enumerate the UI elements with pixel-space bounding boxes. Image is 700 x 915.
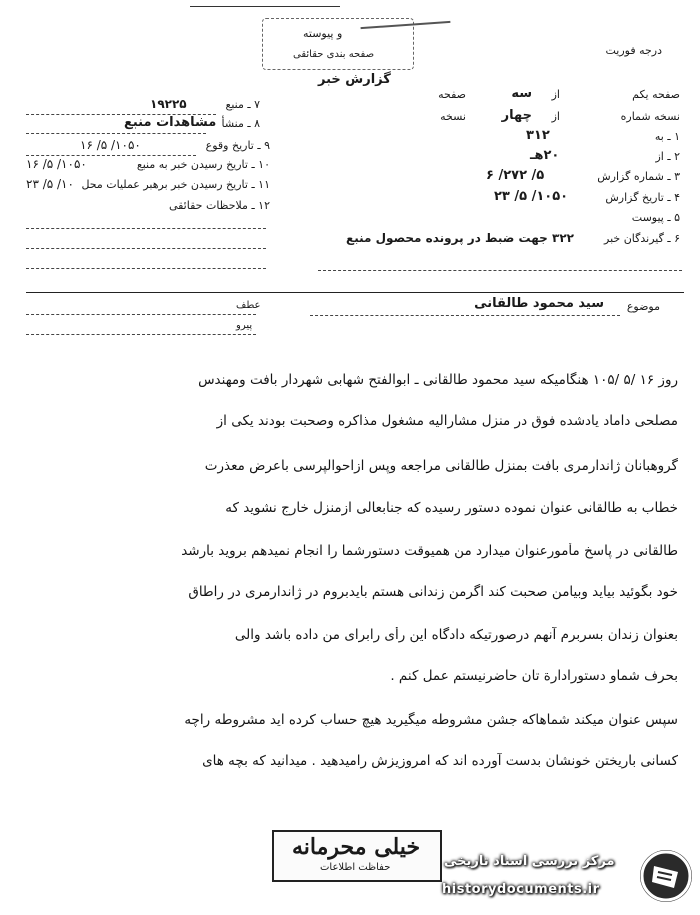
left-field-7-label: ۷ ـ منبع xyxy=(225,98,260,111)
priority-label: درجه فوریت xyxy=(605,44,662,57)
left-field-10-value: ۱۶ /۵ /۱۰۵۰ xyxy=(26,157,87,171)
body-line-6: خود بگوئید بیاید وبیامن صحبت کند اگرمن زندانی هستم بایدبروم در ژاندارمری در راطاق xyxy=(188,584,678,600)
body-line-10: کسانی باریختن خونشان بدست آورده اند که امروزیزش رامیدهید . میدانید که بچه های xyxy=(202,753,678,769)
left-field-11-value: ۲۳ /۵ /۱۰ xyxy=(26,177,74,191)
left-field-11 xyxy=(26,178,270,194)
header-stamp-line2: صفحه بندی حقائقی xyxy=(293,49,375,60)
watermark xyxy=(430,846,698,912)
left-field-10-label: ۱۰ ـ تاریخ رسیدن خبر به منبع xyxy=(136,158,270,171)
right-field-1 xyxy=(410,130,680,148)
left-field-8-label: ۸ ـ منشأ xyxy=(221,117,260,130)
classification-stamp-text: خیلی محرمانه xyxy=(292,834,421,860)
right-field-page xyxy=(410,88,680,106)
right-field-copy-value: چهار xyxy=(501,108,532,123)
subject-value: سید محمود طالقانی xyxy=(474,296,604,311)
right-field-6-label: ۶ ـ گیرندگان خبر xyxy=(604,232,680,245)
left-field-10 xyxy=(26,158,270,174)
right-field-3-value: ۶ /۲۷۲ /۵ xyxy=(486,168,545,183)
right-field-page-mid: از xyxy=(551,88,560,101)
right-field-6-value: ۳۲۲ جهت ضبط در پرونده محصول منبع xyxy=(346,231,574,245)
left-blank-line-2 xyxy=(26,248,266,249)
right-field-page-suffix: صفحه xyxy=(438,88,466,101)
left-field-8-line xyxy=(26,133,206,134)
left-field-7 xyxy=(60,98,260,114)
right-blank-line xyxy=(318,270,682,271)
classification-stamp-subtext: حفاظت اطلاعات xyxy=(320,862,391,873)
follow-label: پیرو xyxy=(236,320,253,331)
left-field-8 xyxy=(60,117,260,133)
body-line-7: بعنوان زندان بسربرم آنهم درصورتیکه دادگاه این رأی رابرای من داده باشد والی xyxy=(234,627,678,643)
right-field-2 xyxy=(410,150,680,168)
left-field-9-line xyxy=(26,155,196,156)
right-field-6 xyxy=(318,232,680,250)
left-field-9-label: ۹ ـ تاریخ وقوع xyxy=(205,139,270,152)
watermark-site: historydocuments.ir xyxy=(442,882,600,897)
right-field-copy-suffix: نسخه xyxy=(440,110,466,123)
left-field-11-label: ۱۱ ـ تاریخ رسیدن خبر برهبر عملیات محل xyxy=(81,178,270,191)
right-field-5 xyxy=(410,211,680,229)
right-field-5-label: ۵ ـ پیوست xyxy=(631,211,680,224)
top-right-scribble xyxy=(360,7,451,29)
right-field-copy xyxy=(410,110,680,128)
body-line-2: مصلحی داماد یادشده فوق در منزل مشارالیه مشغول مذاکره وصحبت بودند یکی از xyxy=(216,413,678,429)
right-field-4-label: ۴ ـ تاریخ گزارش xyxy=(605,191,680,204)
body-line-9: سپس عنوان میکند شماهاکه جشن مشروطه میگیرید هیچ حساب کرده اید مشروطه راچه xyxy=(184,712,678,728)
body-line-8: بحرف شماو دستورادارة تان حاضرنیستم عمل کنم . xyxy=(390,668,678,684)
body-line-5: طالقانی در پاسخ مأمورعنوان میدارد من همیوقت دستورشما را انجام نمیدهم بروید بارشد xyxy=(181,543,678,559)
right-field-2-value: ۲۰هـ xyxy=(530,148,560,163)
page-title: گزارش خبر xyxy=(318,72,391,87)
right-field-page-label: صفحه یکم xyxy=(632,88,680,101)
left-field-9-value: ۱۶ /۵ /۱۰۵۰ xyxy=(80,138,141,152)
left-blank-line-1 xyxy=(26,228,266,229)
top-scratch-line xyxy=(190,6,340,7)
body-line-3: گروهبانان ژاندارمری بافت بمنزل طالقانی مراجعه وپس ازاحوالپرسی باعرض معذرت xyxy=(204,458,678,474)
subject-line xyxy=(310,315,620,316)
section-divider xyxy=(26,292,684,293)
body-line-1: روز ۱۶ /۵ /۱۰۵ هنگامیکه سید محمود طالقانی ـ ابوالفتح شهابی شهردار بافت ومهندس xyxy=(198,372,678,388)
follow-line xyxy=(26,334,256,335)
left-field-12 xyxy=(26,199,270,215)
classification-stamp xyxy=(272,830,442,882)
left-blank-line-3 xyxy=(26,268,266,269)
left-field-8-value: مشاهدات منبع xyxy=(124,115,217,130)
left-field-9 xyxy=(60,139,270,155)
right-field-copy-label: نسخه شماره xyxy=(620,110,680,123)
left-field-12-label: ۱۲ ـ ملاحظات حقائقی xyxy=(168,199,270,212)
subject-label: موضوع xyxy=(626,300,660,313)
ref-label: عطف xyxy=(236,300,261,311)
watermark-org: مرکز بررسی اسناد تاریخی xyxy=(444,854,615,869)
right-field-4 xyxy=(410,191,680,209)
right-field-1-label: ۱ ـ به xyxy=(654,130,680,143)
body-line-4: خطاب به طالقانی عنوان نموده دستور رسیده که جنابعالی ازمنزل خارج نشوید که xyxy=(225,500,678,516)
right-field-4-value: ۲۳ /۵ /۱۰۵۰ xyxy=(494,189,569,204)
right-field-3 xyxy=(410,170,680,188)
right-field-2-label: ۲ ـ از xyxy=(655,150,680,163)
right-field-3-label: ۳ ـ شماره گزارش xyxy=(597,170,680,183)
ref-line xyxy=(26,314,256,315)
right-field-page-value: سه xyxy=(511,86,532,101)
right-field-copy-mid: از xyxy=(551,110,560,123)
left-field-7-value: ۱۹۲۲۵ xyxy=(150,97,187,111)
archive-logo-icon xyxy=(640,850,692,902)
right-field-1-value: ۳۱۲ xyxy=(526,128,550,143)
header-stamp-line1: و پیوسته xyxy=(303,27,343,40)
